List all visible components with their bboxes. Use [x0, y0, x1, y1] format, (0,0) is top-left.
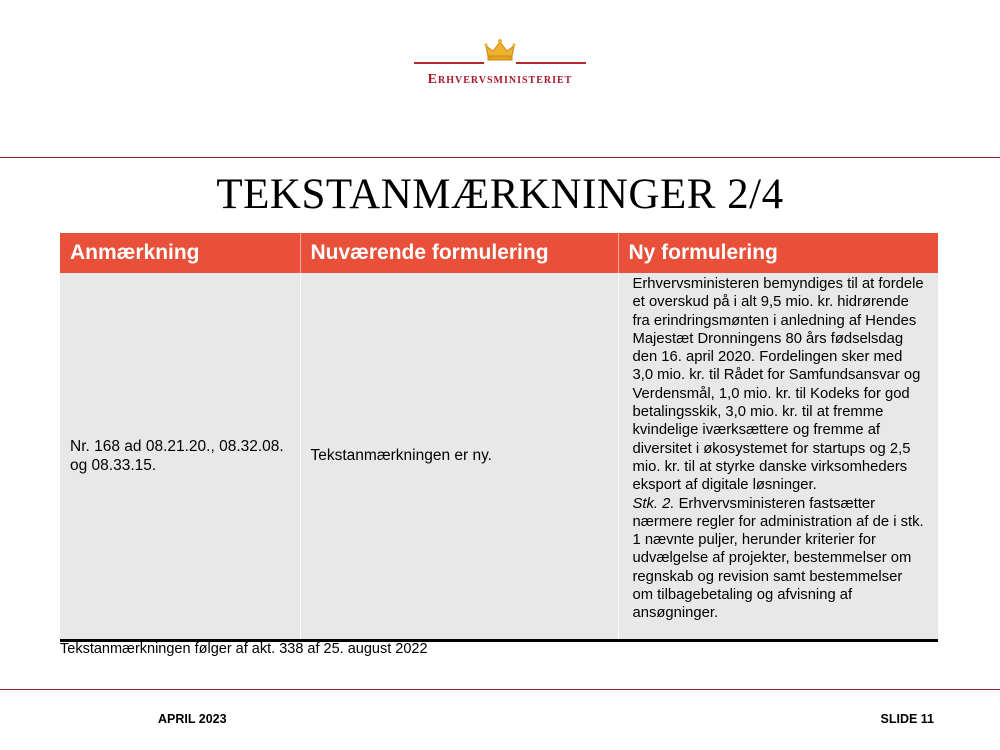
- slide-title: TEKSTANMÆRKNINGER 2/4: [216, 171, 784, 218]
- column-header-ny: Ny formulering: [618, 233, 938, 273]
- header-divider: [0, 157, 1000, 158]
- column-header-nuvaerende: Nuværende formulering: [300, 233, 618, 273]
- logo-rule-right: [516, 62, 586, 64]
- footer-divider: [0, 689, 1000, 690]
- ny-stk2-text: Erhvervsministeren fastsætter nærmere regler for administration af de i stk. 1 nævnte puljer, herunder kriterier for udvælgelse af projekter, bestemmelser om regnskab og revision samt bestemmelser om tilbagebetaling og afvisning af ansøgninger.: [632, 495, 924, 622]
- logo-text: Erhvervsministeriet: [427, 72, 573, 87]
- cell-ny-formulering: [618, 273, 938, 641]
- cell-anmaerkning: Nr. 168 ad 08.21.20., 08.32.08. og 08.33.15.: [60, 273, 300, 641]
- footer-date: APRIL 2023: [158, 712, 227, 726]
- logo-rule-left: [414, 62, 484, 64]
- logo-rules: [414, 56, 586, 68]
- ministry-logo: [0, 38, 1000, 88]
- footer-slide-number: SLIDE 11: [880, 712, 934, 726]
- table-header-row: [60, 233, 938, 273]
- stk2-label: Stk. 2.: [632, 495, 675, 512]
- table-row: [60, 273, 938, 641]
- cell-nuvaerende: Tekstanmærkningen er ny.: [300, 273, 618, 641]
- column-header-anmaerkning: Anmærkning: [60, 233, 300, 273]
- footnote: Tekstanmærkningen følger af akt. 338 af 25. august 2022: [60, 641, 428, 657]
- ny-stk1-text: Erhvervsministeren bemyndiges til at fordele et overskud på i alt 9,5 mio. kr. hidrørende fra erindringsmønten i anledning af Hendes Majestæt Dronningens 80 års fødselsdag den 16. april 2020. Fordelingen sker med 3,0 mio. kr. til Rådet for Samfundsansvar og Verdensmål, 1,0 mio. kr. til Kodeks for god betalingsskik, 3,0 mio. kr. til at fremme kvindelige iværksættere og fremme af diversitet i økosystemet for startups og 2,5 mio. kr. til at styrke danske virksomheders eksport af digitale løsninger.: [632, 276, 924, 494]
- annotation-table: [60, 233, 938, 642]
